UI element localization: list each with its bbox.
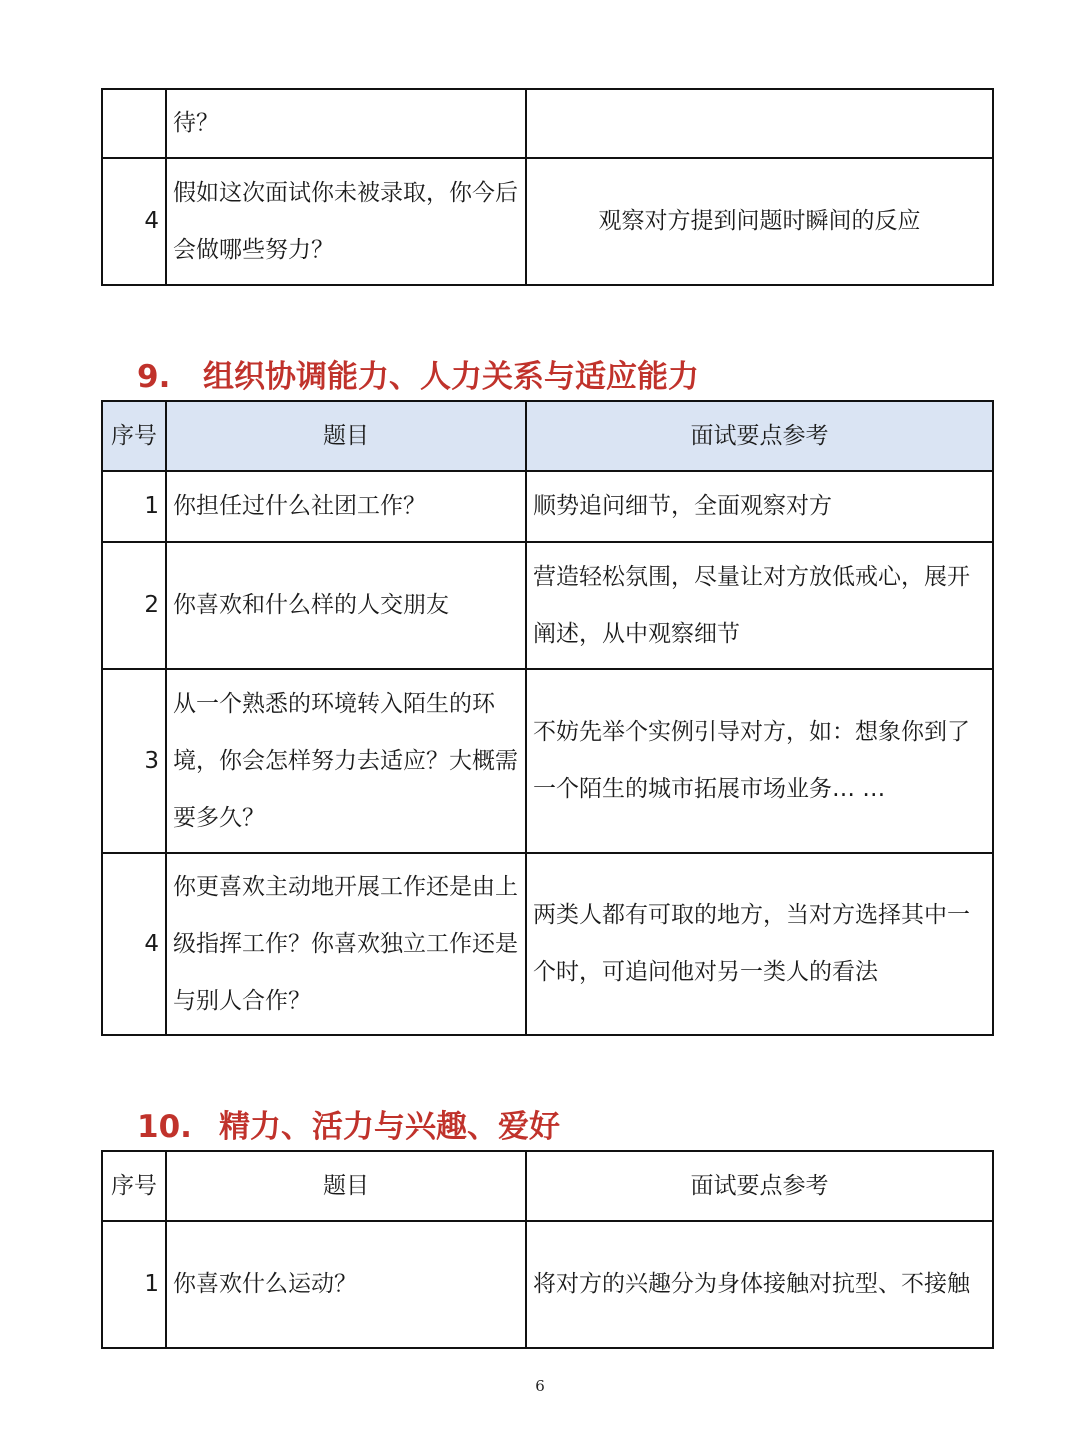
section-10-title [137,1101,560,1146]
question-cell: 你更喜欢主动地开展工作还是由上级指挥工作？你喜欢独立工作还是与别人合作？ [166,853,526,1035]
tip-cell: 顺势追问细节，全面观察对方 [526,471,993,542]
row-number: 3 [102,669,166,853]
table-row [102,471,993,542]
header-tip: 面试要点参考 [526,401,993,471]
question-cell: 假如这次面试你未被录取，你今后会做哪些努力？ [166,158,526,285]
tip-cell [526,89,993,158]
table-section-10 [101,1150,994,1349]
table-header-row [102,1151,993,1221]
header-no: 序号 [102,401,166,471]
section-9-title [137,351,699,396]
row-number: 1 [102,471,166,542]
row-number: 4 [102,853,166,1035]
section-title-text: 组织协调能力、人力关系与适应能力 [203,359,699,395]
row-number: 1 [102,1221,166,1348]
row-number [102,89,166,158]
question-cell: 待？ [166,89,526,158]
section-number: 10. [137,1109,192,1145]
table-header-row [102,401,993,471]
table-row [102,669,993,853]
question-cell: 你喜欢和什么样的人交朋友 [166,542,526,669]
tip-cell: 不妨先举个实例引导对方，如：想象你到了一个陌生的城市拓展市场业务… … [526,669,993,853]
question-cell: 你担任过什么社团工作？ [166,471,526,542]
row-number: 4 [102,158,166,285]
tip-cell: 将对方的兴趣分为身体接触对抗型、不接触 [526,1221,993,1348]
row-number: 2 [102,542,166,669]
tip-cell: 观察对方提到问题时瞬间的反应 [526,158,993,285]
header-tip: 面试要点参考 [526,1151,993,1221]
table-row [102,158,993,285]
section-title-text: 精力、活力与兴趣、爱好 [219,1109,560,1145]
header-question: 题目 [166,1151,526,1221]
header-question: 题目 [166,401,526,471]
table-row [102,89,993,158]
question-cell: 从一个熟悉的环境转入陌生的环境，你会怎样努力去适应？大概需要多久？ [166,669,526,853]
table-section-9 [101,400,994,1036]
table-continued [101,88,994,286]
section-number: 9. [137,359,171,395]
table-row [102,853,993,1035]
header-no: 序号 [102,1151,166,1221]
table-row [102,1221,993,1348]
tip-cell: 两类人都有可取的地方，当对方选择其中一个时，可追问他对另一类人的看法 [526,853,993,1035]
table-row [102,542,993,669]
tip-cell: 营造轻松氛围，尽量让对方放低戒心，展开阐述，从中观察细节 [526,542,993,669]
page-number: 6 [535,1377,545,1395]
question-cell: 你喜欢什么运动？ [166,1221,526,1348]
